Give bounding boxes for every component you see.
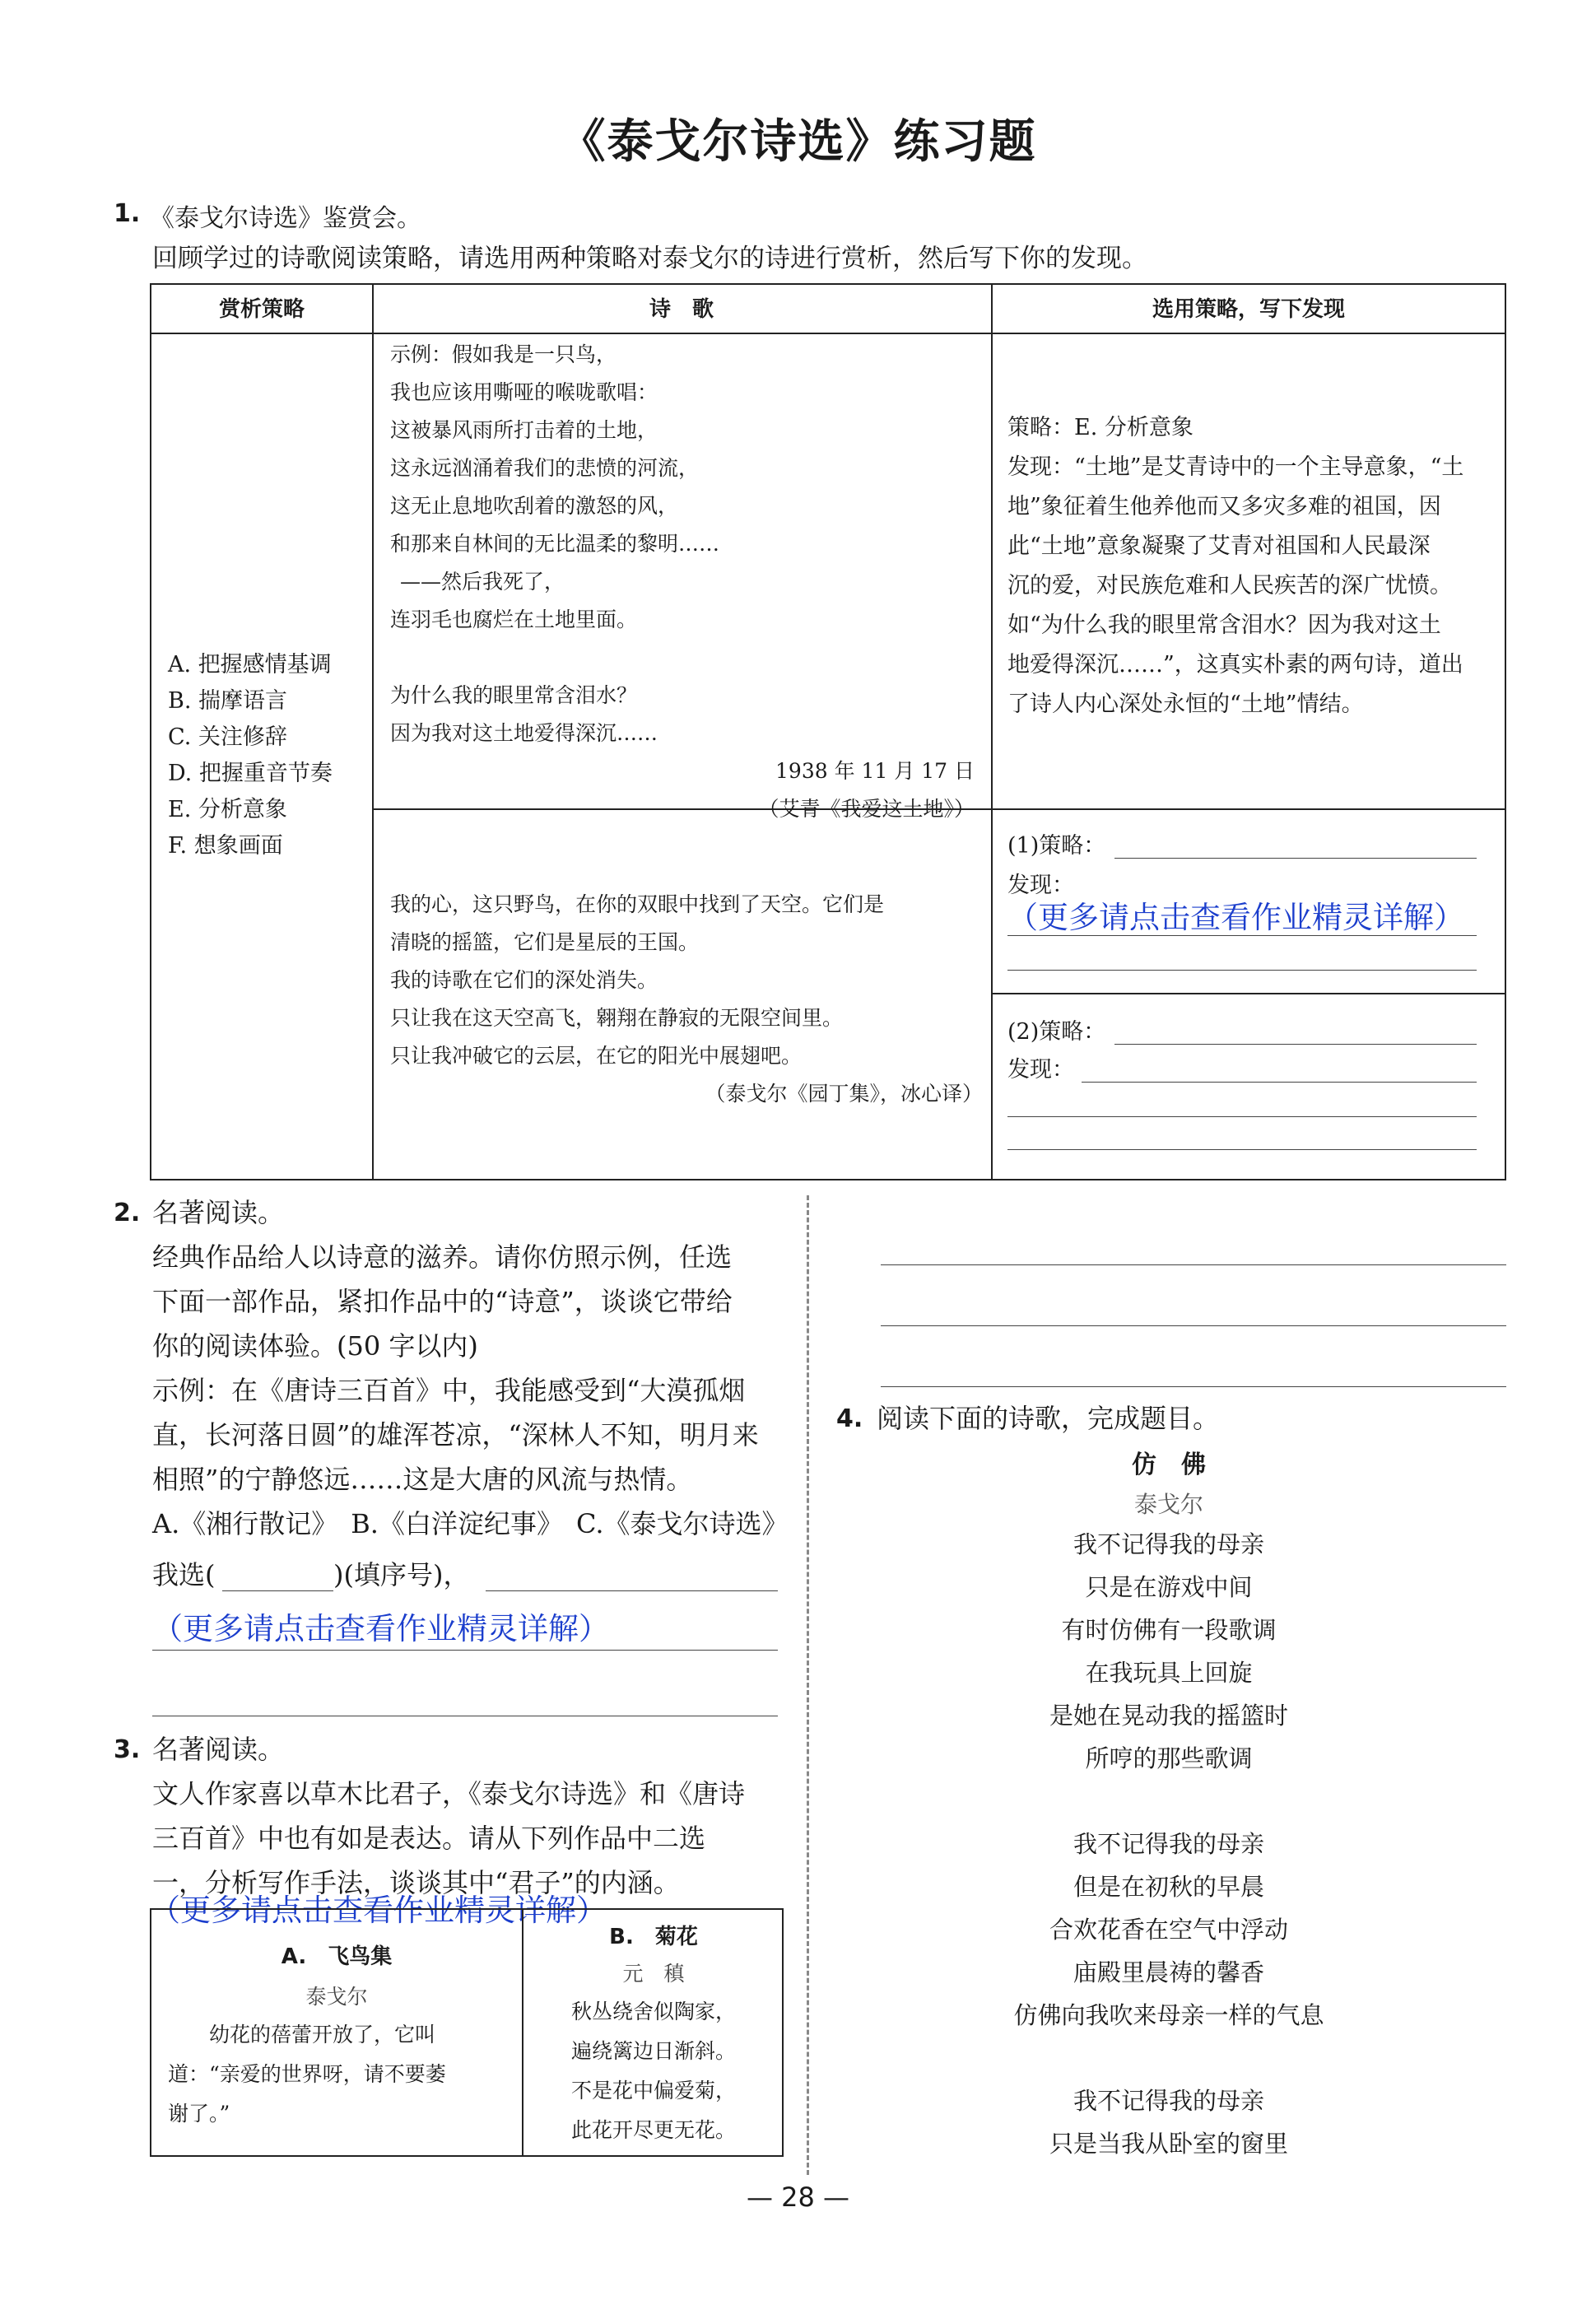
q3-works-box (150, 1908, 784, 2157)
poem-body: 我不记得我的母亲 只是在游戏中间 有时仿佛有一段歌调 在我玩具上回旋 是她在晃动我的摇篮时 所哼的那些歌调 我不记得我的母亲 但是在初秋的早晨 合欢花香在空气中浮动 庙殿里晨祷的馨香 仿佛向我吹来母亲一样的气息 我不记得我的母亲 只是当我从卧室的窗里 (1013, 1530, 1324, 2158)
q2-answer-prefix: 我选( (152, 1559, 216, 1590)
answer1-blank[interactable] (1007, 935, 1477, 936)
header-strategy: 赏析策略 (218, 297, 305, 322)
answer2-find-label: 发现： (1007, 1057, 1074, 1083)
q3-title: 名著阅读。 (152, 1734, 285, 1765)
q3-answer-blank[interactable] (881, 1386, 1506, 1387)
q1-title: 《泰戈尔诗选》鉴赏会。 (150, 204, 421, 233)
answer1-strategy-blank[interactable] (1114, 858, 1477, 859)
strategy-item: D. 把握重音节奏 (168, 761, 333, 786)
q3-answer-blank[interactable] (881, 1264, 1506, 1265)
answer2-blank[interactable] (1082, 1082, 1477, 1083)
example-answer: 策略：E. 分析意象 发现：“土地”是艾青诗中的一个主导意象，“土 地”象征着生他养他而又多灾多难的祖国，因 此“土地”意象凝聚了艾青对祖国和人民最深 沉的爱，对民族危难和人民疾苦的深广忧愤。 如“为什么我的眼里常含泪水？因为我对这土 地爱得深沉……”，这真实朴素的两句诗，道出 了诗人内心深处永恒的“土地”情结。 (1007, 415, 1464, 717)
detail-link[interactable]: （更多请点击查看作业精灵详解） (150, 1893, 607, 1928)
work-a-text: 幼花的蓓蕾开放了，它叫 道：“亲爱的世界呀，请不要萎 谢了。” (168, 2023, 446, 2126)
detail-link[interactable]: （更多请点击查看作业精灵详解） (1007, 900, 1464, 935)
example-source: （艾青《我爱这土地》） (758, 797, 975, 821)
work-a-title: A. 飞鸟集 (281, 1944, 393, 1969)
example-date: 1938 年 11 月 17 日 (775, 759, 975, 783)
strategy-item: A. 把握感情基调 (168, 652, 332, 678)
q4-number: 4. (836, 1404, 863, 1433)
q2-number: 2. (114, 1199, 141, 1227)
answer1-strategy-label: (1)策略： (1007, 833, 1106, 859)
detail-link[interactable]: （更多请点击查看作业精灵详解） (152, 1611, 609, 1646)
strategy-item: E. 分析意象 (168, 797, 287, 822)
answer2-strategy-blank[interactable] (1114, 1044, 1477, 1045)
work-b-title: B. 菊花 (609, 1925, 698, 1949)
answer2-blank[interactable] (1007, 1116, 1477, 1117)
q3-answer-blank[interactable] (881, 1325, 1506, 1326)
answer1-blank[interactable] (1007, 970, 1477, 971)
q2-answer-blank[interactable] (486, 1590, 778, 1591)
q2-answer-blank[interactable] (152, 1650, 778, 1651)
work-b-text: 秋丛绕舍似陶家， 遍绕篱边日渐斜。 不是花中偏爱菊， 此花开尽更无花。 (570, 2000, 736, 2142)
q2-body: 经典作品给人以诗意的滋养。请你仿照示例，任选 下面一部作品，紧扣作品中的“诗意”，谈谈它带给 你的阅读体验。(50 字以内) 示例：在《唐诗三百首》中，我能感受到“大漠孤烟 直，长河落日圆”的雄浑苍凉，“深林人不知，明月来 相照”的宁静悠远……这是大唐的风流与热情。 A.《湘行散记》 B.《白洋淀纪事》 C.《泰戈尔诗选》 (152, 1241, 789, 1539)
strategy-item: F. 想象画面 (168, 833, 283, 859)
q3-body: 文人作家喜以草木比君子，《泰戈尔诗选》和《唐诗 三百首》中也有如是表达。请从下列作品中二选 一，分析写作手法，谈谈其中“君子”的内涵。 (152, 1778, 746, 1898)
work-a-author: 泰戈尔 (305, 1985, 368, 2009)
q3-number: 3. (114, 1735, 141, 1764)
work-b-author: 元 稹 (622, 1962, 685, 1986)
q1-number: 1. (114, 199, 141, 228)
answer2-blank[interactable] (1007, 1149, 1477, 1150)
column-divider (807, 1195, 809, 2175)
answer1-find-label: 发现： (1007, 873, 1074, 898)
q2-title: 名著阅读。 (152, 1197, 285, 1228)
q2-answer-mid: )(填序号)， (333, 1559, 470, 1590)
strategy-item: B. 揣摩语言 (168, 688, 288, 714)
q4-title: 阅读下面的诗歌，完成题目。 (877, 1403, 1220, 1434)
strategy-list (168, 647, 333, 864)
page-title: 《泰戈尔诗选》练习题 (559, 115, 1037, 169)
poem-title: 仿 佛 (1132, 1451, 1206, 1479)
q1-table (150, 283, 1506, 1180)
tagore-source: （泰戈尔《园丁集》，冰心译） (705, 1082, 983, 1106)
q2-choice-blank[interactable] (222, 1590, 333, 1591)
q1-instruction: 回顾学过的诗歌阅读策略，请选用两种策略对泰戈尔的诗进行赏析，然后写下你的发现。 (152, 244, 1147, 273)
page-number: — 28 — (746, 2182, 850, 2213)
answer2-strategy-label: (2)策略： (1007, 1019, 1106, 1045)
header-poem: 诗 歌 (649, 297, 714, 322)
tagore-poem: 我的心，这只野鸟，在你的双眼中找到了天空。它们是 清晓的摇篮，它们是星辰的王国。 我的诗歌在它们的深处消失。 只让我在这天空高飞，翱翔在静寂的无限空间里。 只让我冲破它的云层，在它的阳光中展翅吧。 （泰戈尔《园丁集》，冰心译） (390, 886, 983, 1113)
example-poem: 示例：假如我是一只鸟， 我也应该用嘶哑的喉咙歌唱： 这被暴风雨所打击着的土地， 这永远汹涌着我们的悲愤的河流， 这无止息地吹刮着的激怒的风， 和那来自林间的无比温柔的黎明…… ——然后我死了， 连羽毛也腐烂在土地里面。 为什么我的眼里常含泪水？ 因为我对这土地爱得深沉…… 1938 年 11 月 17 日 （艾青《我爱这土地》） (390, 336, 975, 828)
poem-author: 泰戈尔 (1133, 1491, 1203, 1518)
strategy-item: C. 关注修辞 (168, 724, 287, 750)
header-findings: 选用策略，写下发现 (1152, 297, 1345, 322)
